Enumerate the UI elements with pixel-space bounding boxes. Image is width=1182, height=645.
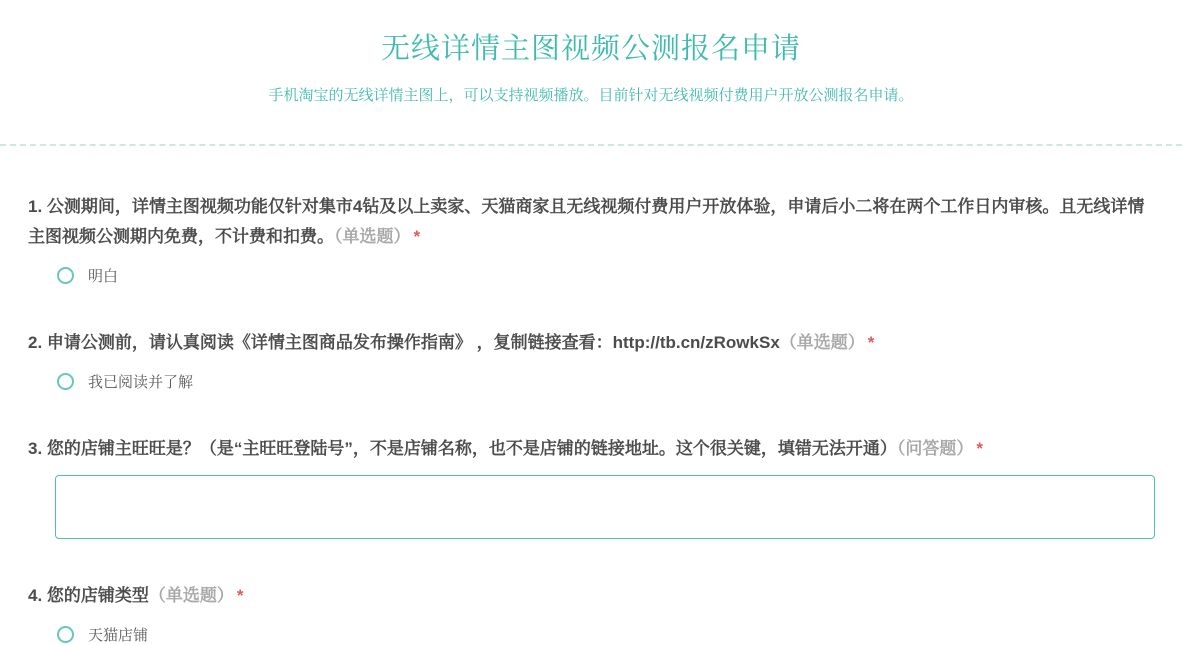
radio-unchecked-icon[interactable] <box>57 267 74 284</box>
question-4-radio-option[interactable] <box>57 624 1154 645</box>
page-title: 无线详情主图视频公测报名申请 <box>380 33 801 65</box>
question-4-type-label: （单选题） <box>148 586 234 605</box>
question-2-type-label: （单选题） <box>779 333 865 352</box>
page-subtitle: 手机淘宝的无线详情主图上，可以支持视频播放。目前针对无线视频付费用户开放公测报名申请。 <box>268 87 914 104</box>
question-2 <box>28 328 1154 392</box>
question-1-radio-option[interactable] <box>57 265 1154 286</box>
question-3-required-marker: * <box>976 439 984 458</box>
option-label: 我已阅读并了解 <box>88 374 194 391</box>
question-3-title <box>28 434 1154 464</box>
question-1-required-marker: * <box>413 227 421 246</box>
question-2-radio-option[interactable] <box>57 371 1154 392</box>
form-header <box>0 0 1182 105</box>
radio-unchecked-icon[interactable] <box>57 373 74 390</box>
question-1-type-label: （单选题） <box>334 227 411 246</box>
question-3-type-label: （问答题） <box>896 439 974 458</box>
question-3-text: 3. 您的店铺主旺旺是？（是“主旺旺登陆号”，不是店铺名称，也不是店铺的链接地址。这个很关键，填错无法开通） <box>28 439 897 458</box>
dashed-divider <box>0 144 1182 146</box>
answer-textarea[interactable] <box>55 475 1155 539</box>
question-1-title <box>28 192 1154 252</box>
question-2-title <box>28 328 1154 358</box>
option-label: 明白 <box>88 268 119 285</box>
question-2-required-marker: * <box>867 333 875 352</box>
question-4-required-marker: * <box>236 586 244 605</box>
question-1-text: 1. 公测期间，详情主图视频功能仅针对集市4钻及以上卖家、天猫商家且无线视频付费用户开放体验，申请后小二将在两个工作日内审核。且无线详情主图视频公测期内免费，不计费和扣费。 <box>28 197 1145 246</box>
question-2-text: 2. 申请公测前，请认真阅读《详情主图商品发布操作指南》 ，复制链接查看：http://tb.cn/zRowkSx <box>28 333 780 352</box>
radio-unchecked-icon[interactable] <box>57 626 74 643</box>
option-label: 天猫店铺 <box>88 627 149 644</box>
question-4 <box>28 581 1154 645</box>
question-3 <box>28 434 1154 539</box>
question-1 <box>28 192 1154 286</box>
question-4-text: 4. 您的店铺类型 <box>28 586 149 605</box>
question-4-title <box>28 581 1154 611</box>
question-list <box>0 192 1182 645</box>
